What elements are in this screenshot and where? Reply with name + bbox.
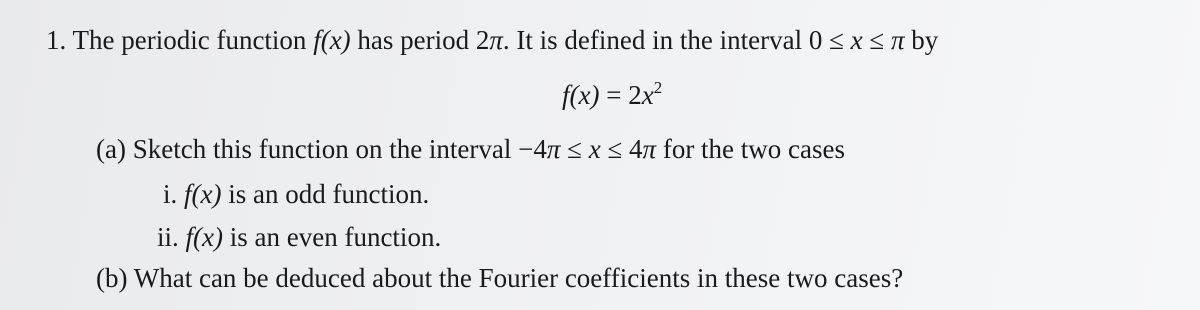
formula-exponent: 2 xyxy=(653,78,663,97)
item-i-text: is an odd function. xyxy=(221,179,430,209)
part-a xyxy=(96,136,845,163)
item-i-argument: (x) xyxy=(191,179,222,209)
formula-equals: = 2 xyxy=(599,80,642,110)
function-definition xyxy=(562,78,663,110)
question-number: 1. xyxy=(46,25,67,55)
part-b xyxy=(96,265,903,292)
part-a-text: Sketch this function on the interval −4 xyxy=(132,134,547,164)
leq-symbol: ≤ xyxy=(869,25,885,55)
interval-text: . It is defined in the interval 0 ≤ xyxy=(502,25,844,55)
part-a-leq-2: ≤ 4 xyxy=(600,134,643,164)
question-statement xyxy=(46,27,938,54)
item-i-function: f xyxy=(184,179,192,209)
item-ii-label: ii. xyxy=(157,222,179,252)
part-a-text-2: for the two cases xyxy=(656,134,846,164)
part-a-item-ii xyxy=(157,224,441,251)
part-a-leq-1: ≤ xyxy=(560,134,589,164)
part-a-label: (a) xyxy=(96,134,126,164)
formula-argument: (x) xyxy=(569,80,600,110)
item-ii-function: f xyxy=(185,222,194,252)
part-a-item-i xyxy=(163,181,429,208)
pi-symbol-2: π xyxy=(890,25,905,55)
part-a-pi-2: π xyxy=(642,134,657,164)
question-intro: The periodic function xyxy=(72,25,307,55)
function-argument: (x) xyxy=(320,25,351,55)
item-i-label: i. xyxy=(163,179,178,209)
pi-symbol: π xyxy=(489,25,503,55)
function-symbol: f xyxy=(313,25,321,55)
variable-x: x xyxy=(850,25,863,55)
part-a-pi-1: π xyxy=(546,134,561,164)
period-text: has period 2 xyxy=(357,25,490,55)
part-a-variable: x xyxy=(588,134,601,164)
item-ii-argument: (x) xyxy=(193,222,223,252)
item-ii-text: is an even function. xyxy=(223,222,442,252)
formula-function-symbol: f xyxy=(562,80,570,110)
formula-variable: x xyxy=(641,80,654,110)
part-b-label: (b) xyxy=(96,263,128,293)
part-b-text: What can be deduced about the Fourier coefficients in these two cases? xyxy=(133,263,904,293)
by-text: by xyxy=(911,25,939,55)
